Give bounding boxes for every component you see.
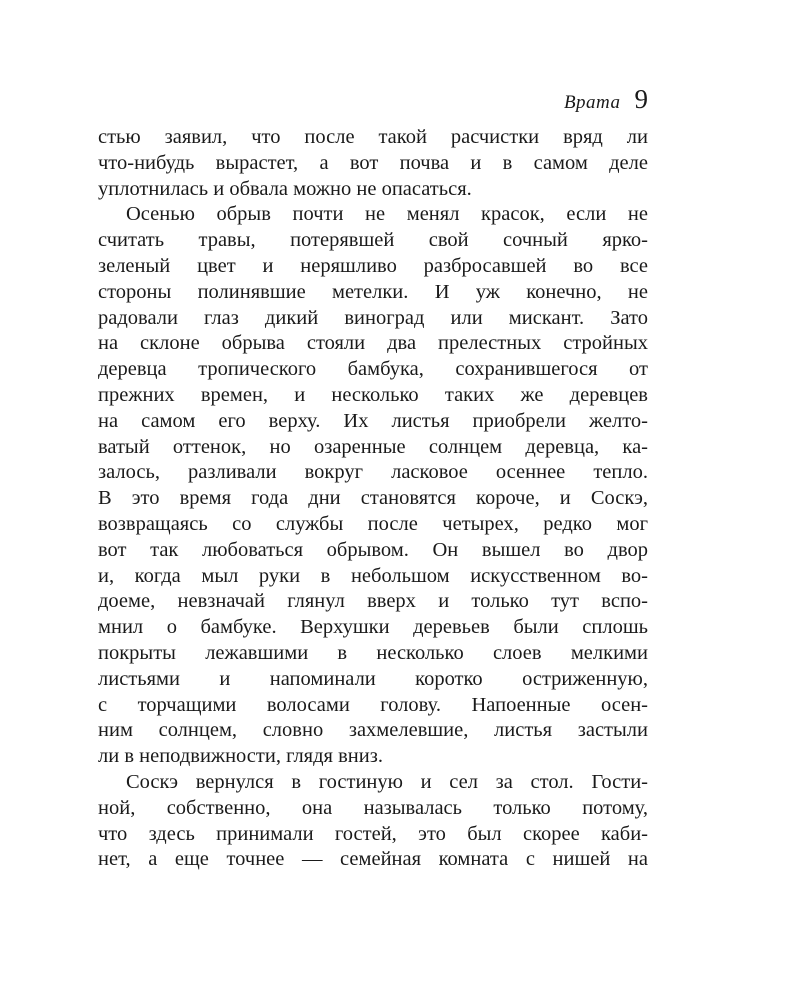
text-line: прежних времен, и несколько таких же деревцев [98, 383, 648, 406]
text-line: залось, разливали вокруг ласковое осеннее тепло. [98, 461, 648, 484]
running-title: Врата [563, 92, 621, 113]
text-line: В это время года дни становятся короче, и Соскэ, [98, 487, 648, 510]
text-line: ли в неподвижности, глядя вниз. [98, 745, 383, 768]
text-line: на склоне обрыва стояли два прелестных стройных [98, 332, 648, 355]
text-line: ной, собственно, она называлась только потому, [98, 796, 648, 819]
text-line: ним солнцем, словно захмелевшие, листья застыли [98, 719, 648, 742]
text-line: деревца тропического бамбука, сохранившегося от [98, 358, 648, 381]
text-line: что здесь принимали гостей, это был скорее каби- [98, 822, 648, 845]
text-line: вот так любоваться обрывом. Он вышел во двор [98, 538, 648, 561]
body-text [98, 125, 648, 873]
text-line: Осенью обрыв почти не менял красок, если не [126, 203, 648, 226]
text-line: ватый оттенок, но озаренные солнцем деревца, ка- [98, 435, 648, 458]
text-line: с торчащими волосами голову. Напоенные осен- [98, 693, 648, 716]
text-line: и, когда мыл руки в небольшом искусственном во- [98, 564, 648, 587]
text-line: что-нибудь вырастет, а вот почва и в самом деле [98, 151, 648, 174]
text-line: уплотнилась и обвала можно не опасаться. [98, 177, 472, 200]
text-line: радовали глаз дикий виноград или мискант. Зато [98, 306, 648, 329]
page-number: 9 [634, 84, 648, 114]
paragraph [98, 770, 648, 873]
text-line: Соскэ вернулся в гостиную и сел за стол. Гости- [126, 770, 648, 793]
text-line: на самом его верху. Их листья приобрели желто- [98, 409, 648, 432]
paragraph [98, 202, 648, 770]
text-line: листьями и напоминали коротко остриженную, [98, 667, 648, 690]
text-line: нет, а еще точнее — семейная комната с нишей на [98, 848, 648, 871]
text-line: стороны полинявшие метелки. И уж конечно, не [98, 280, 648, 303]
text-line: возвращаясь со службы после четырех, редко мог [98, 512, 648, 535]
text-line: зеленый цвет и неряшливо разбросавшей во все [98, 254, 648, 277]
text-line: стью заявил, что после такой расчистки вряд ли [98, 126, 648, 148]
text-line: доеме, невзначай глянул вверх и только тут вспо- [98, 590, 648, 613]
text-line: покрыты лежавшими в несколько слоев мелкими [98, 641, 648, 664]
text-line: считать травы, потерявшей свой сочный ярко- [98, 229, 648, 252]
paragraph [98, 125, 648, 202]
text-line: мнил о бамбуке. Верхушки деревьев были сплошь [98, 616, 648, 639]
running-head [564, 84, 648, 115]
